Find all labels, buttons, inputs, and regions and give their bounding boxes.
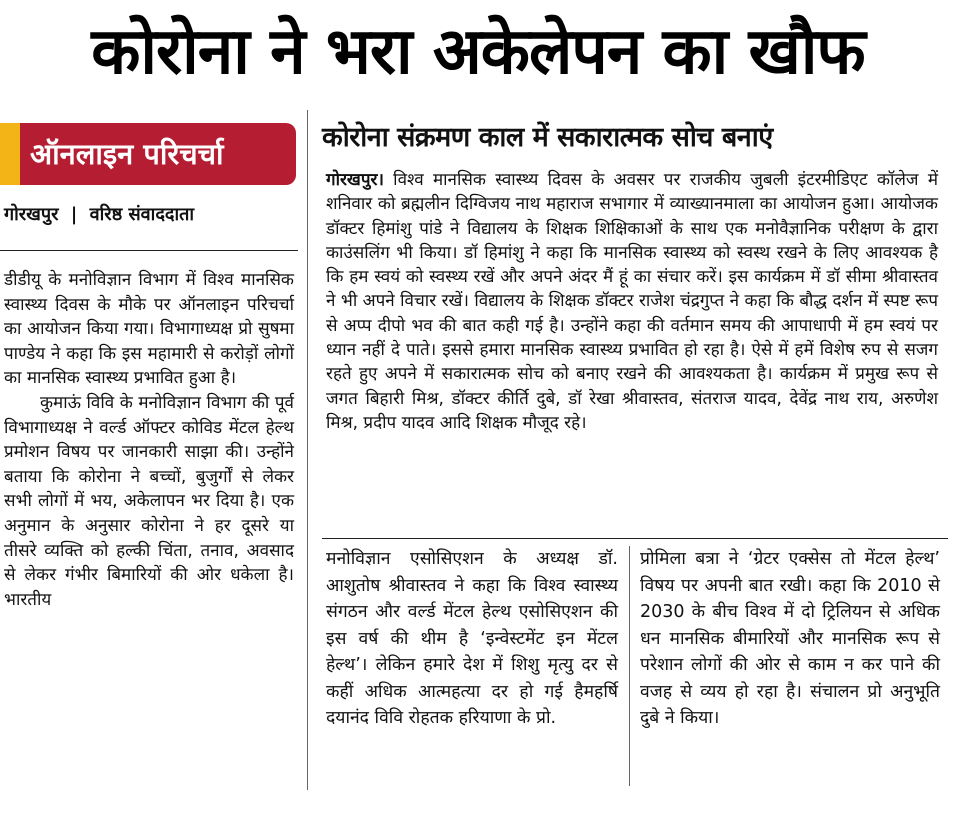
tag-label: ऑनलाइन परिचर्चा — [30, 137, 224, 171]
left-paragraph-2: कुमाऊं विवि के मनोविज्ञान विभाग की पूर्व विभागाध्यक्ष ने वर्ल्ड ऑफ्टर कोविड मेंटल हेल्थ प्रमोशन विषय पर जानकारी साझा की। उन्होंने बताया कि कोरोना ने बच्चों, बुजुर्गों से लेकर सभी लोगों में भय, अकेलापन भर दिया है। एक अनुमान के अनुसार कोरोना ने हर दूसरे या तीसरे व्यक्ति को हल्की चिंता, तनाव, अवसाद से लेकर गंभीर बिमारियों की ओर धकेला है। भारतीय — [4, 392, 294, 610]
right-story-body — [326, 168, 938, 435]
byline-separator: | — [70, 204, 78, 225]
byline-place: गोरखपुर — [4, 204, 59, 225]
right-story-text: विश्व मानसिक स्वास्थ्य दिवस के अवसर पर राजकीय जुबली इंटरमीडिएट कॉलेज में शनिवार को ब्रह्मलीन दिग्विजय नाथ महाराज सभागार में व्याख्यानमाला का आयोजन हुआ। आयोजक डॉक्टर हिमांशु पांडे ने विद्यालय के शिक्षक शिक्षिकाओं के साथ एक मनोवैज्ञानिक परीक्षण के द्वारा काउंसलिंग भी किया। डॉ हिमांशु ने कहा कि मानसिक स्वास्थ्य को स्वस्थ रखने के लिए आवश्यक है कि हम स्वयं को स्वस्थ्य रखें और अपने अंदर मैं हूं का संचार करें। इस कार्यक्रम में डॉ सीमा श्रीवास्तव ने भी अपने विचार रखें। विद्यालय के शिक्षक डॉक्टर राजेश चंद्रगुप्त ने कहा कि बौद्ध दर्शन में स्पष्ट रूप से अप्प दीपो भव की बात कही गई है। उन्होंने कहा की वर्तमान समय की आपाधापी में हम स्वयं पर ध्यान नहीं दे पाते। इससे हमारा मानसिक स्वास्थ्य प्रभावित हो रहा है। ऐसे में हमें विशेष रुप से सजग रहते हुए अपने में सकारात्मक सोच को बनाए रखने की आवश्यकता है। कार्यक्रम में प्रमुख रूप से जगत बिहारी मिश्र, डॉक्टर कीर्ति दुबे, डॉ रेखा श्रीवास्तव, संतराज यादव, देवेंद्र नाथ राय, अरुणेश मिश्र, प्रदीप यादव आदि शिक्षक मौजूद रहे। — [326, 170, 938, 433]
continued-column-right: प्रोमिला बत्रा ने ‘ग्रेटर एक्सेस तो मेंटल हेल्थ’ विषय पर अपनी बात रखी। कहा कि 2010 से 2030 के बीच विश्व में दो ट्रिलियन से अधिक धन मानसिक बीमारियों और मानसिक रूप से परेशान लोगों की ओर से काम न कर पाने की वजह से व्यय हो रहा है। संचालन प्रो अनुभूति दुबे ने किया। — [640, 549, 940, 728]
left-column — [4, 268, 294, 612]
byline-author: वरिष्ठ संवाददाता — [89, 204, 195, 225]
section-tag — [0, 123, 296, 185]
left-paragraph-1: डीडीयू के मनोविज्ञान विभाग में विश्व मानसिक स्वास्थ्य दिवस के मौके पर ऑनलाइन परिचर्चा का आयोजन किया गया। विभागाध्यक्ष प्रो सुषमा पाण्डेय ने कहा कि इस महामारी से करोड़ों लोगों का मानसिक स्वास्थ्य प्रभावित हुआ है। — [4, 270, 294, 389]
byline-rule — [0, 250, 298, 251]
continued-column-mid: मनोविज्ञान एसोसिएशन के अध्यक्ष डॉ. आशुतोष श्रीवास्तव ने कहा कि विश्व स्वास्थ्य संगठन और वर्ल्ड मेंटल हेल्थ एसोसिएशन की इस वर्ष की थीम है ‘इन्वेस्टमेंट इन मेंटल हेल्थ’। लेकिन हमारे देश में शिशु मृत्यु दर से कहीं अधिक आत्महत्या दर हो गई हैमहर्षि दयानंद विवि रोहतक हरियाणा के प्रो. — [326, 549, 618, 728]
tag-accent-bar — [0, 123, 20, 185]
story-subhead: कोरोना संक्रमण काल में सकारात्मक सोच बनाएं — [322, 122, 773, 153]
column-divider-lower — [629, 546, 630, 786]
column-divider — [307, 110, 308, 790]
dateline: गोरखपुर। — [326, 170, 384, 190]
cut-off-next-headline — [0, 792, 956, 813]
section-rule — [322, 538, 948, 539]
byline — [4, 202, 294, 226]
headline: कोरोना ने भरा अकेलेपन का खौफ — [91, 15, 865, 89]
